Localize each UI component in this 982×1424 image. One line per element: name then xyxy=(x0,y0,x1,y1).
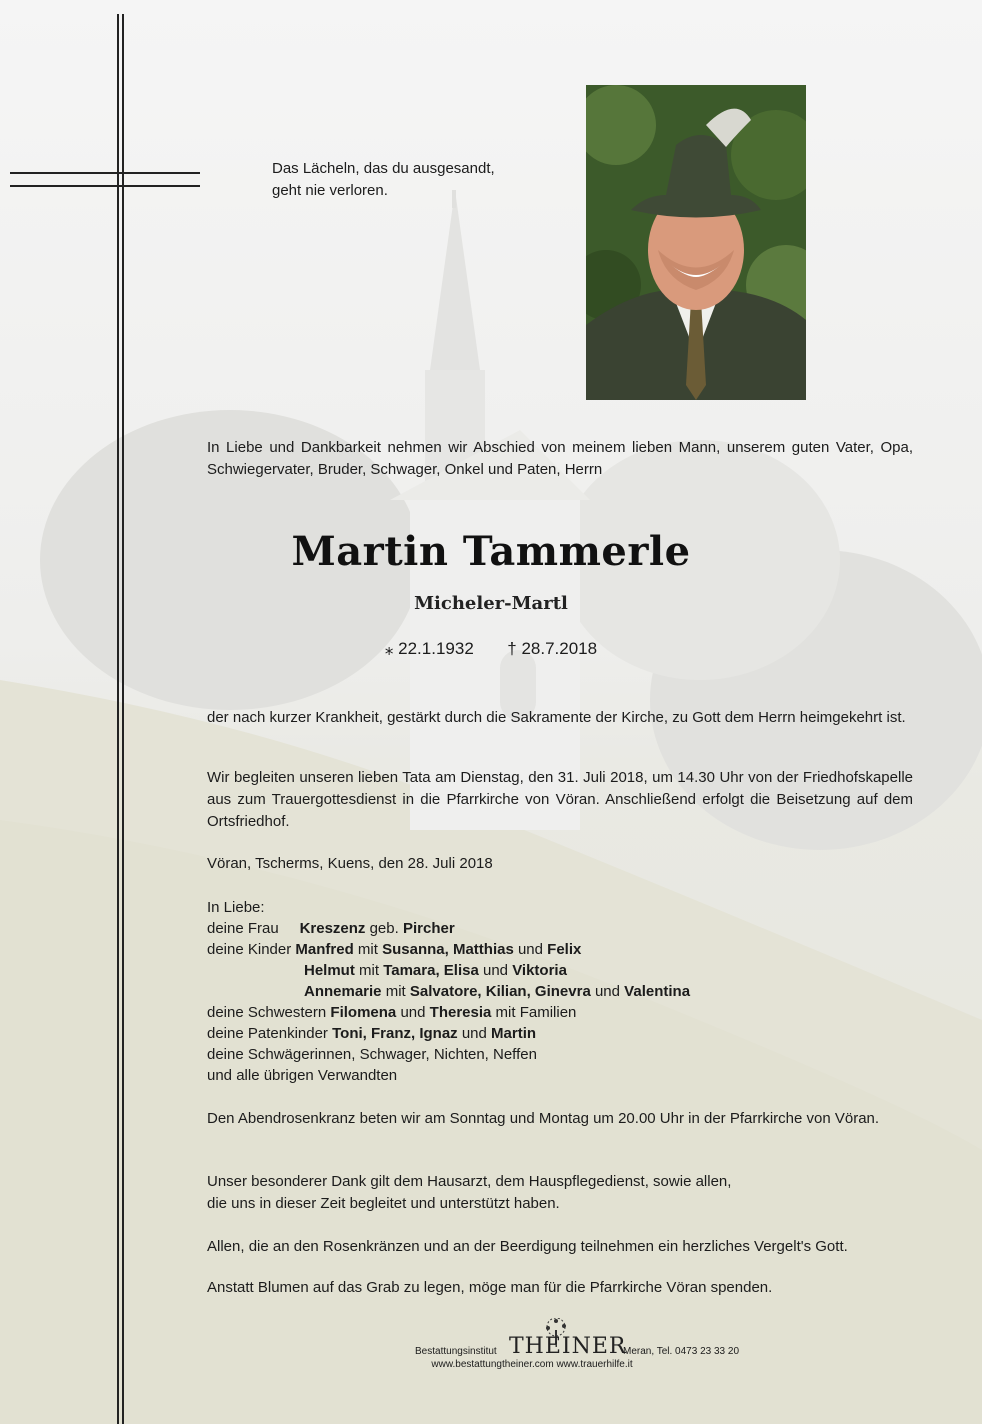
thanks-line-2: die uns in dieser Zeit begleitet und unterstützt haben. xyxy=(207,1195,560,1212)
deceased-nickname: Micheler-Martl xyxy=(414,593,568,614)
family-heading: In Liebe: xyxy=(207,899,265,916)
cross-horizontal-line-bottom xyxy=(10,185,200,187)
life-dates xyxy=(0,639,982,659)
footer-institute: Bestattungsinstitut xyxy=(415,1346,497,1357)
family-row-relatives: und alle übrigen Verwandten xyxy=(207,1067,398,1084)
cross-vertical-line-right xyxy=(122,14,124,1424)
funeral-home-footer xyxy=(0,1318,982,1378)
passing-paragraph: der nach kurzer Krankheit, gestärkt durch die Sakramente der Kirche, zu Gott dem Herrn heimgekehrt ist. xyxy=(207,709,906,726)
footer-phone: Meran, Tel. 0473 23 33 20 xyxy=(623,1346,740,1357)
thanks-line-1: Unser besonderer Dank gilt dem Hausarzt, dem Hauspflegedienst, sowie allen, xyxy=(207,1173,732,1190)
death-date: 28.7.2018 xyxy=(521,639,598,658)
portrait-photo xyxy=(586,85,806,400)
family-row-sisters: deine Schwestern Filomena und Theresia mit Familien xyxy=(207,1004,577,1021)
family-list xyxy=(207,897,690,1086)
footer-brand: THEINER xyxy=(509,1334,627,1359)
memorial-quote xyxy=(272,158,495,202)
family-row-wife: deine Frau Kreszenz geb. Pircher xyxy=(207,920,455,937)
thanks-paragraph xyxy=(207,1171,913,1215)
vergelts-paragraph: Allen, die an den Rosenkränzen und an der Beerdigung teilnehmen ein herzliches Vergelt's Gott. xyxy=(207,1238,848,1255)
intro-text: In Liebe und Dankbarkeit nehmen wir Abschied von meinem lieben Mann, unserem guten Vater, Opa, Schwiegervater, Bruder, Schwager, Onkel und Paten, Herrn xyxy=(207,439,913,478)
place-date: Vöran, Tscherms, Kuens, den 28. Juli 2018 xyxy=(207,855,493,872)
birth-date: 22.1.1932 xyxy=(398,639,474,658)
family-row-godchildren: deine Patenkinder Toni, Franz, Ignaz und Martin xyxy=(207,1025,537,1042)
quote-line-2: geht nie verloren. xyxy=(272,182,388,199)
family-row-children: deine Kinder Manfred mit Susanna, Matthias und Felix xyxy=(207,941,582,958)
footer-websites: www.bestattungtheiner.com www.trauerhilfe.it xyxy=(431,1359,633,1370)
family-row-inlaws: deine Schwägerinnen, Schwager, Nichten, Neffen xyxy=(207,1046,537,1063)
death-symbol-icon: † xyxy=(507,639,517,658)
deceased-name: Martin Tammerle xyxy=(291,528,691,575)
funeral-paragraph: Wir begleiten unseren lieben Tata am Dienstag, den 31. Juli 2018, um 14.30 Uhr von der Friedhofskapelle aus zum Trauergottesdienst in die Pfarrkirche von Vöran. Anschließend erfolgt die Beisetzung auf dem Ortsfriedhof. xyxy=(207,769,913,830)
cross-vertical-line-left xyxy=(117,14,119,1424)
flowers-paragraph: Anstatt Blumen auf das Grab zu legen, möge man für die Pfarrkirche Vöran spenden. xyxy=(207,1279,773,1296)
rosary-paragraph: Den Abendrosenkranz beten wir am Sonntag und Montag um 20.00 Uhr in der Pfarrkirche von Vöran. xyxy=(207,1110,880,1127)
cross-horizontal-line-top xyxy=(10,172,200,174)
birth-symbol-icon: ⁎ xyxy=(384,639,394,658)
family-row-child-2: Helmut mit Tamara, Elisa und Viktoria xyxy=(304,962,567,979)
family-row-child-3: Annemarie mit Salvatore, Kilian, Ginevra und Valentina xyxy=(304,983,691,1000)
quote-line-1: Das Lächeln, das du ausgesandt, xyxy=(272,160,495,177)
